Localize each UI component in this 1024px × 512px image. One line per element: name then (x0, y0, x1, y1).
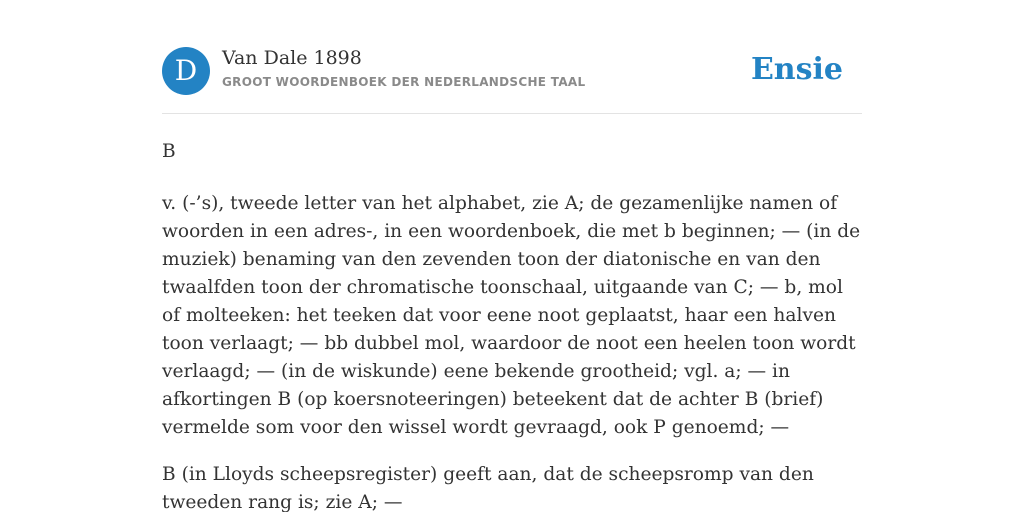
entry-content (162, 138, 864, 512)
header (162, 46, 862, 96)
entry-paragraph-1: v. (-’s), tweede letter van het alphabet, zie A; de gezamenlijke namen of woorden in een adres-, in een woordenboek, die met b beginnen; — (in de muziek) benaming van den zevenden toon der diatonische en van den twaalfden toon der chromatische toonschaal, uitgaande van C; — b, mol of molteeken: het teeken dat voor eene noot geplaatst, haar een halven toon verlaagt; — bb dubbel mol, waardoor de noot een heelen toon wordt verlaagd; — (in de wiskunde) eene bekende grootheid; vgl. a; — in afkortingen B (op koersnoteeringen) beteekent dat de achter B (brief) vermelde som voor den wissel wordt gevraagd, ook P genoemd; — (162, 193, 861, 438)
header-divider (162, 113, 862, 114)
brand-logo[interactable]: Ensie (750, 52, 843, 87)
entry-headword: B (162, 141, 176, 162)
entry-paragraph-2: B (in Lloyds scheepsregister) geeft aan, dat de scheepsromp van den tweeden rang is; zie A; — (162, 464, 814, 512)
dictionary-title[interactable]: Van Dale 1898 (222, 47, 362, 69)
dictionary-subtitle: GROOT WOORDENBOEK DER NEDERLANDSCHE TAAL (222, 75, 586, 89)
dictionary-logo-badge[interactable]: D (162, 47, 210, 95)
